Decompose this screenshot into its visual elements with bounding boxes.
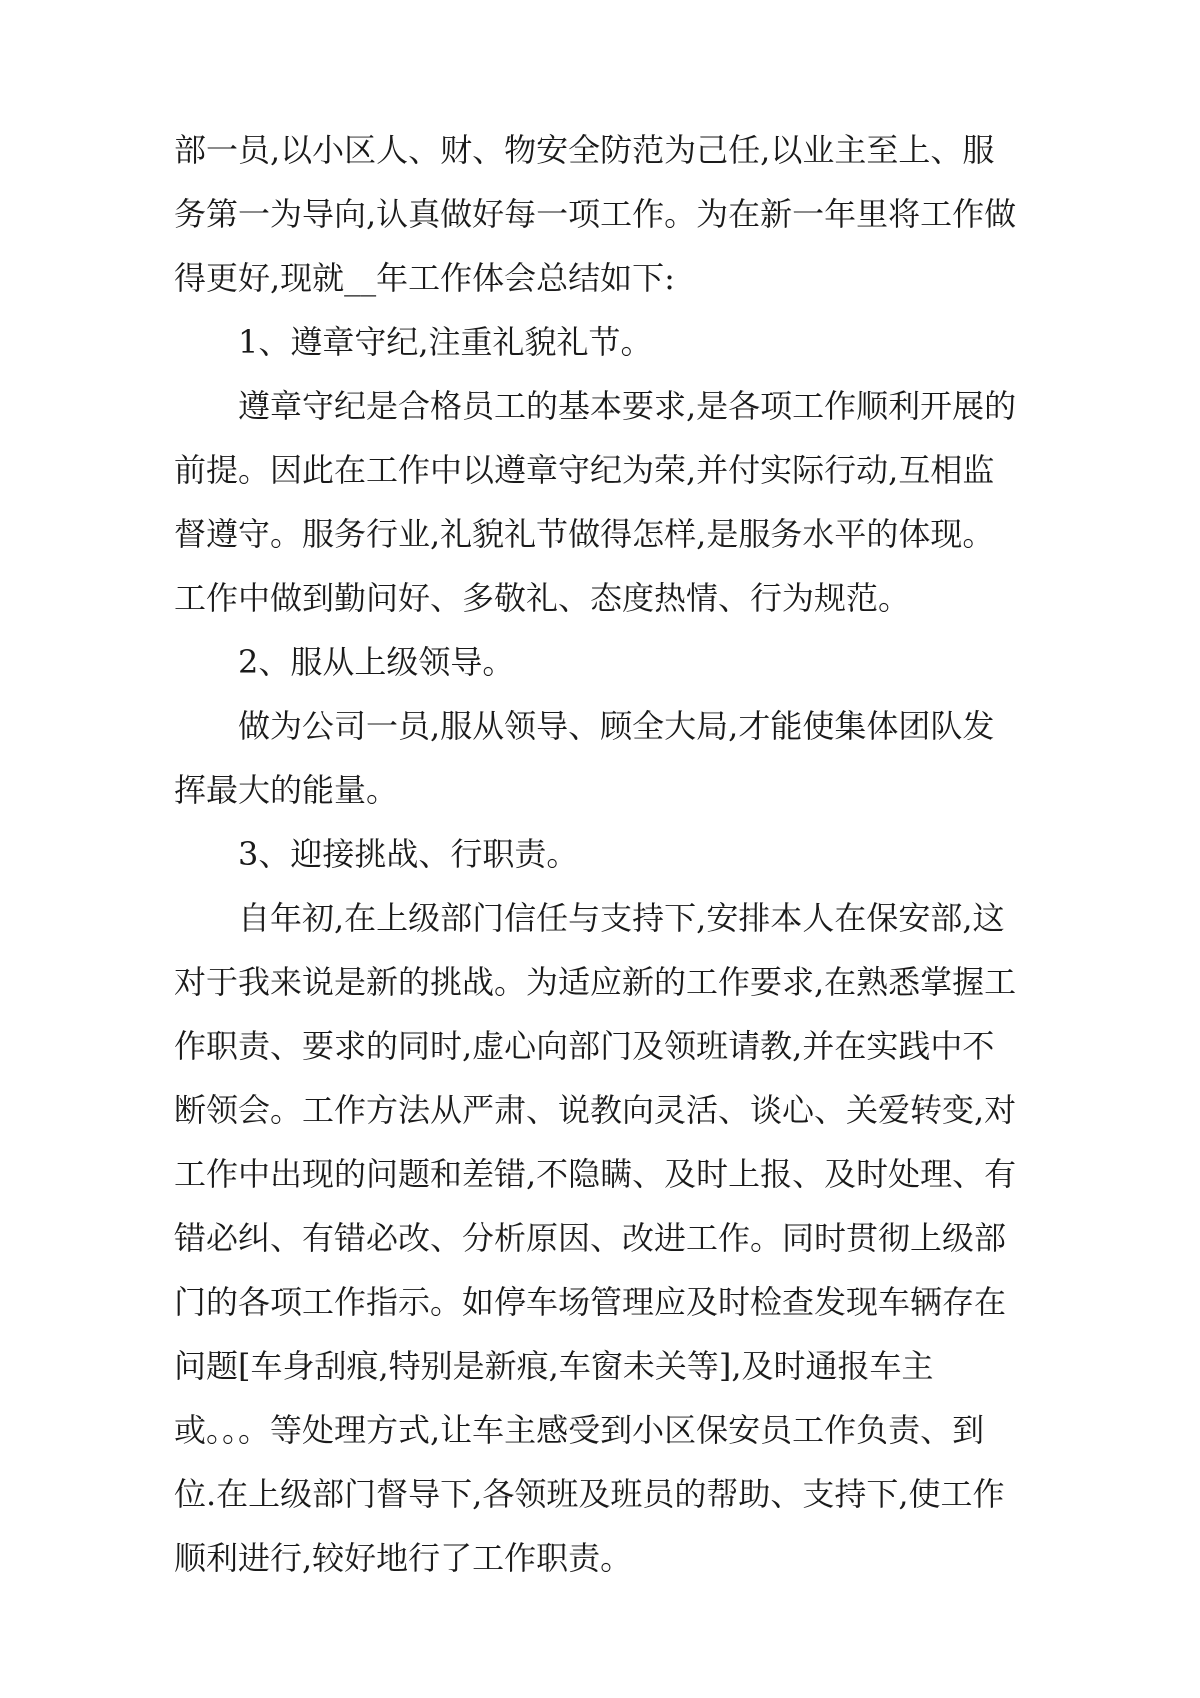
document-body (174, 118, 1026, 1590)
section-heading-1: 1、遵章守纪,注重礼貌礼节。 (238, 323, 653, 361)
paragraph-challenge: 自年初,在上级部门信任与支持下,安排本人在保安部,这对于我来说是新的挑战。为适应新的工作要求,在熟悉掌握工作职责、要求的同时,虚心向部门及领班请教,并在实践中不断领会。工作方法从严肃、说教向灵活、谈心、关爱转变,对工作中出现的问题和差错,不隐瞒、及时上报、及时处理、有错必纠、有错必改、分析原因、改进工作。同时贯彻上级部门的各项工作指示。如停车场管理应及时检查发现车辆存在问题[车身刮痕,特别是新痕,车窗未关等],及时通报车主或。。。等处理方式,让车主感受到小区保安员工作负责、到位.在上级部门督导下,各领班及班员的帮助、支持下,使工作顺利进行,较好地行了工作职责。 (174, 899, 1017, 1577)
paragraph-obey-leadership: 做为公司一员,服从领导、顾全大局,才能使集体团队发挥最大的能量。 (174, 707, 995, 809)
section-heading-2: 2、服从上级领导。 (238, 643, 515, 681)
paragraph-intro: 部一员,以小区人、财、物安全防范为己任,以业主至上、服务第一为导向,认真做好每一项工作。为在新一年里将工作做得更好,现就__年工作体会总结如下: (174, 131, 1017, 297)
paragraph-discipline: 遵章守纪是合格员工的基本要求,是各项工作顺利开展的前提。因此在工作中以遵章守纪为荣,并付实际行动,互相监督遵守。服务行业,礼貌礼节做得怎样,是服务水平的体现。工作中做到勤问好、多敬礼、态度热情、行为规范。 (174, 387, 1017, 617)
section-heading-3: 3、迎接挑战、行职责。 (238, 835, 579, 873)
